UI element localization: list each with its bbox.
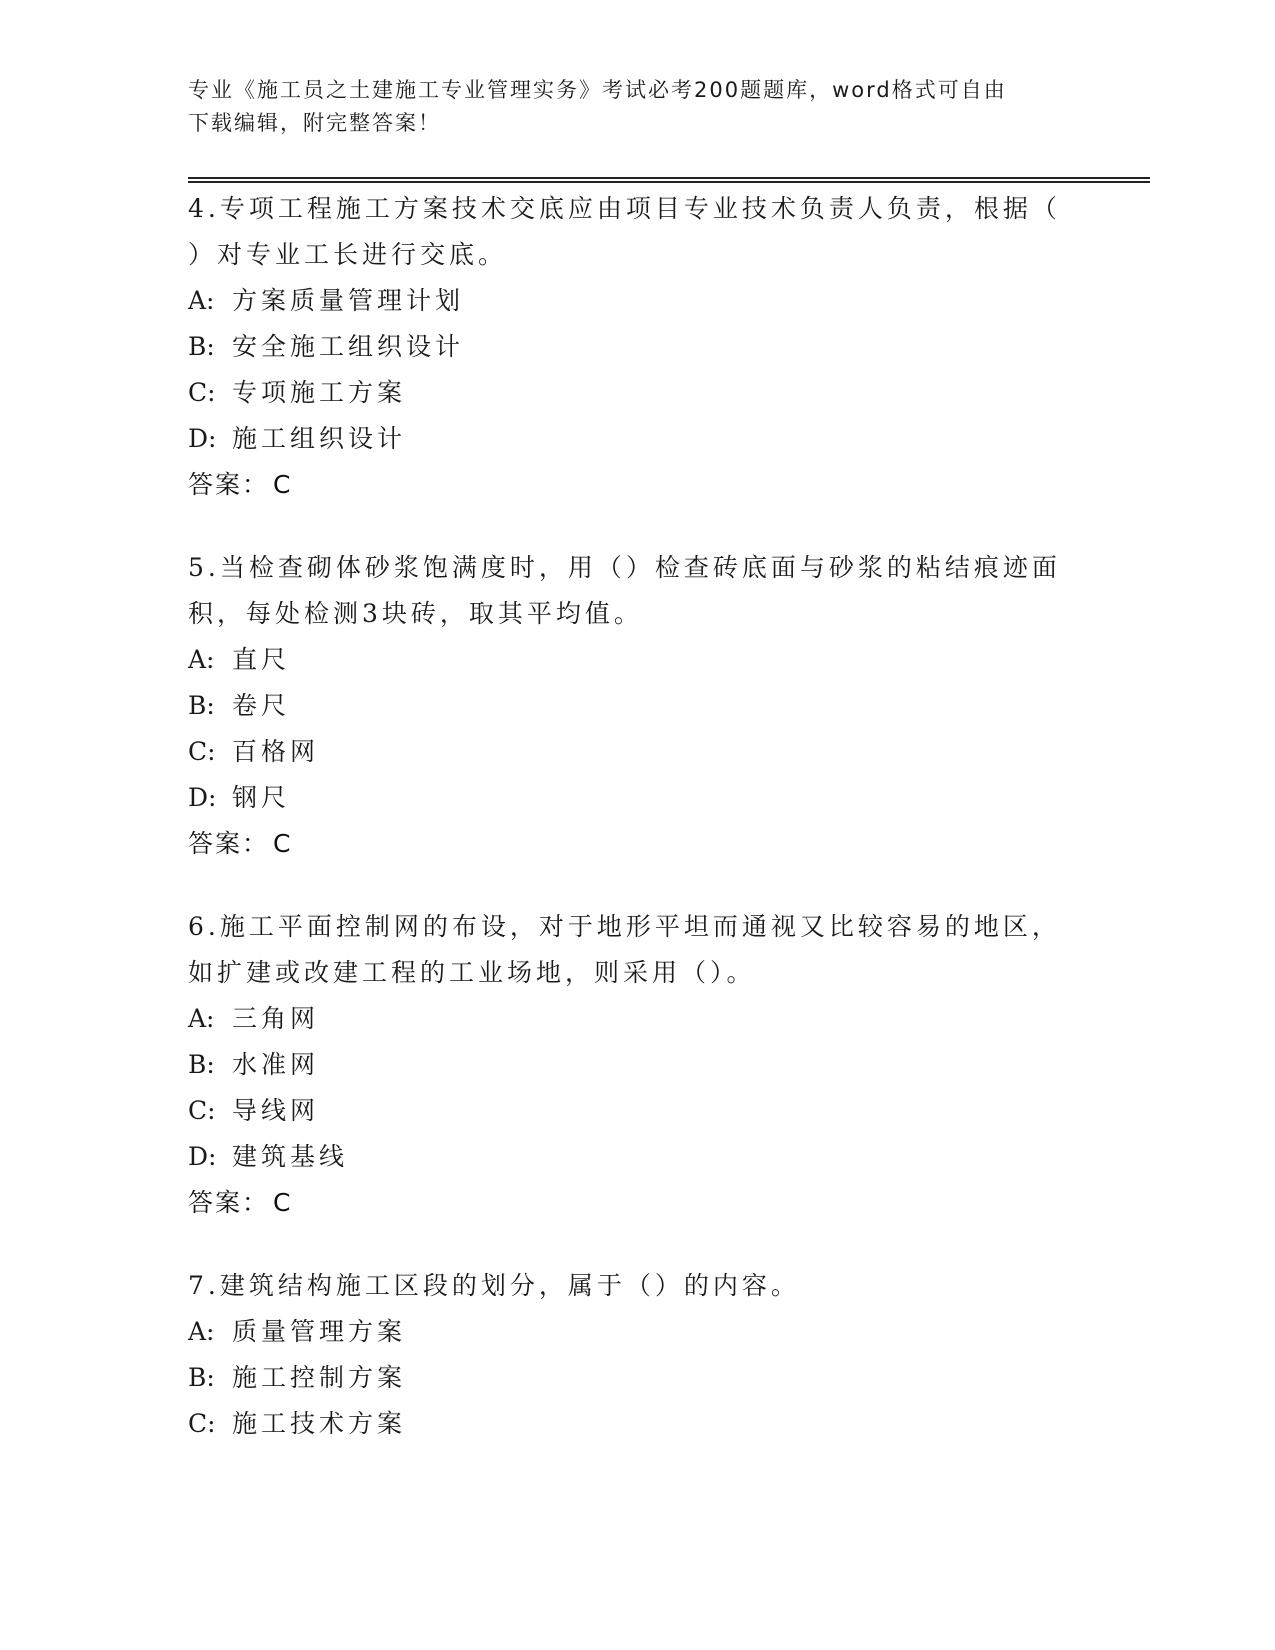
header-divider-bottom (188, 181, 1150, 183)
option-text: 施工控制方案 (232, 1363, 407, 1392)
answer-label: 答案： (188, 1188, 270, 1217)
option-b (188, 1042, 1088, 1088)
option-text: 钢尺 (232, 783, 291, 812)
question-5 (188, 545, 1088, 867)
answer-line (188, 1180, 1088, 1226)
option-key: C: (188, 1096, 216, 1125)
option-key: D: (188, 424, 217, 453)
option-key: B: (188, 1050, 215, 1079)
option-key: D: (188, 1142, 217, 1171)
option-text: 导线网 (232, 1096, 320, 1125)
option-text: 水准网 (232, 1050, 320, 1079)
option-key: A: (188, 1317, 215, 1346)
option-a (188, 996, 1088, 1042)
question-stem: 5.当检查砌体砂浆饱满度时，用（）检查砖底面与砂浆的粘结痕迹面 (188, 553, 1061, 582)
header-divider-top (188, 177, 1150, 179)
option-key: C: (188, 378, 216, 407)
answer-value: C (273, 829, 293, 858)
option-text: 专项施工方案 (232, 378, 407, 407)
option-c (188, 1401, 1088, 1447)
header-line-2: 下载编辑，附完整答案！ (188, 111, 441, 135)
answer-value: C (273, 470, 293, 499)
option-c (188, 370, 1088, 416)
question-6 (188, 904, 1088, 1226)
option-text: 安全施工组织设计 (232, 332, 465, 361)
option-key: A: (188, 1004, 215, 1033)
question-7 (188, 1263, 1088, 1447)
option-key: A: (188, 286, 215, 315)
question-stem-continued: 如扩建或改建工程的工业场地，则采用（）。 (188, 958, 756, 987)
option-d (188, 775, 1088, 821)
option-text: 建筑基线 (232, 1142, 349, 1171)
option-key: B: (188, 332, 215, 361)
option-text: 直尺 (232, 645, 291, 674)
option-b (188, 1355, 1088, 1401)
option-text: 方案质量管理计划 (232, 286, 465, 315)
question-stem: 4.专项工程施工方案技术交底应由项目专业技术负责人负责，根据（ (188, 194, 1061, 223)
option-text: 卷尺 (232, 691, 291, 720)
question-stem-continued: 积，每处检测3块砖，取其平均值。 (188, 599, 643, 628)
option-text: 施工技术方案 (232, 1409, 407, 1438)
question-stem: 6.施工平面控制网的布设，对于地形平坦而通视又比较容易的地区， (188, 912, 1061, 941)
answer-label: 答案： (188, 470, 270, 499)
option-a (188, 637, 1088, 683)
option-key: B: (188, 691, 215, 720)
option-b (188, 324, 1088, 370)
answer-label: 答案： (188, 829, 270, 858)
option-text: 质量管理方案 (232, 1317, 407, 1346)
option-d (188, 416, 1088, 462)
option-key: D: (188, 783, 217, 812)
option-key: A: (188, 645, 215, 674)
question-stem: 7.建筑结构施工区段的划分，属于（）的内容。 (188, 1271, 800, 1300)
question-4 (188, 186, 1088, 508)
option-key: C: (188, 737, 216, 766)
answer-line (188, 462, 1088, 508)
option-c (188, 1088, 1088, 1134)
answer-line (188, 821, 1088, 867)
option-text: 三角网 (232, 1004, 320, 1033)
option-b (188, 683, 1088, 729)
option-d (188, 1134, 1088, 1180)
option-a (188, 278, 1088, 324)
option-a (188, 1309, 1088, 1355)
question-stem-continued: ）对专业工长进行交底。 (188, 240, 508, 269)
option-text: 施工组织设计 (232, 424, 407, 453)
document-header (188, 74, 1088, 140)
header-line-1: 专业《施工员之土建施工专业管理实务》考试必考200题题库，word格式可自由 (188, 78, 1007, 102)
option-c (188, 729, 1088, 775)
option-key: C: (188, 1409, 216, 1438)
option-key: B: (188, 1363, 215, 1392)
option-text: 百格网 (232, 737, 320, 766)
answer-value: C (273, 1188, 293, 1217)
